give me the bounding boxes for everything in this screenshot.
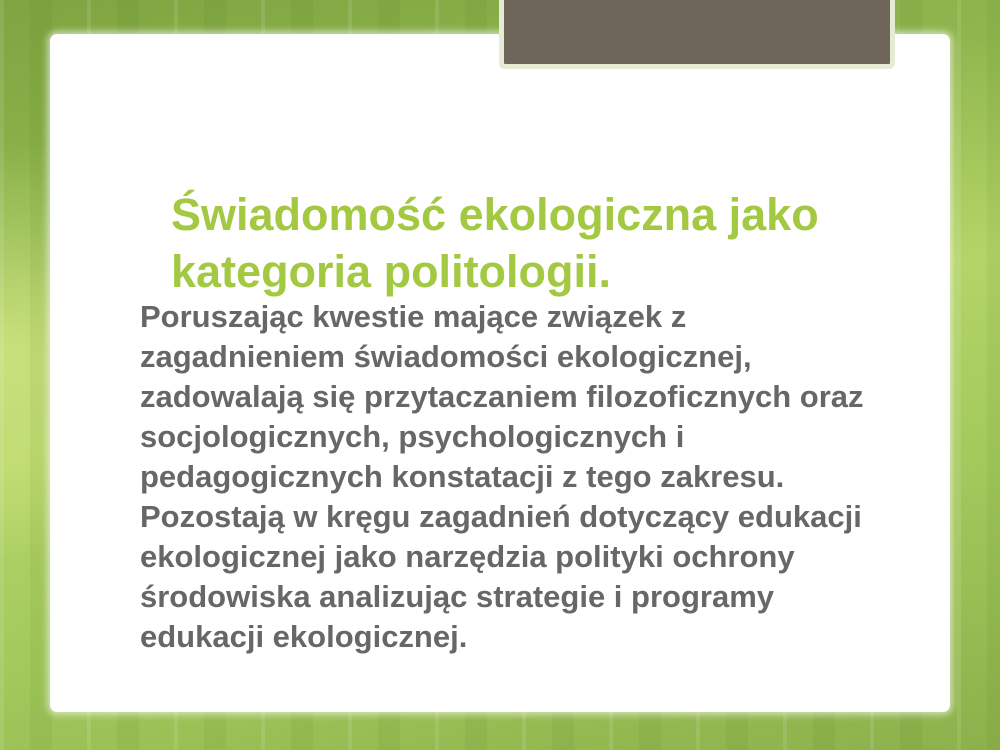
top-accent-box [499, 0, 895, 69]
slide-content-card [50, 34, 950, 712]
body-text-line: ekologicznej jako narzędzia polityki ochrony [140, 539, 795, 574]
body-text-line: pedagogicznych konstatacji z tego zakresu. [140, 459, 785, 494]
slide-title-line: kategoria politologii. [171, 246, 612, 298]
slide-title-line: Świadomość ekologiczna jako [171, 189, 819, 241]
body-text-line: edukacji ekologicznej. [140, 619, 468, 654]
slide-title [171, 186, 951, 300]
slide-body-text [140, 297, 980, 657]
body-text-line: socjologicznych, psychologicznych i [140, 419, 685, 454]
body-text-line: Pozostają w kręgu zagadnień dotyczący edukacji [140, 499, 862, 534]
body-text-line: zadowalają się przytaczaniem filozoficznych oraz [140, 379, 864, 414]
body-text-line: zagadnieniem świadomości ekologicznej, [140, 339, 752, 374]
body-text-line: Poruszając kwestie mające związek z [140, 299, 687, 334]
body-text-line: środowiska analizując strategie i programy [140, 579, 775, 614]
